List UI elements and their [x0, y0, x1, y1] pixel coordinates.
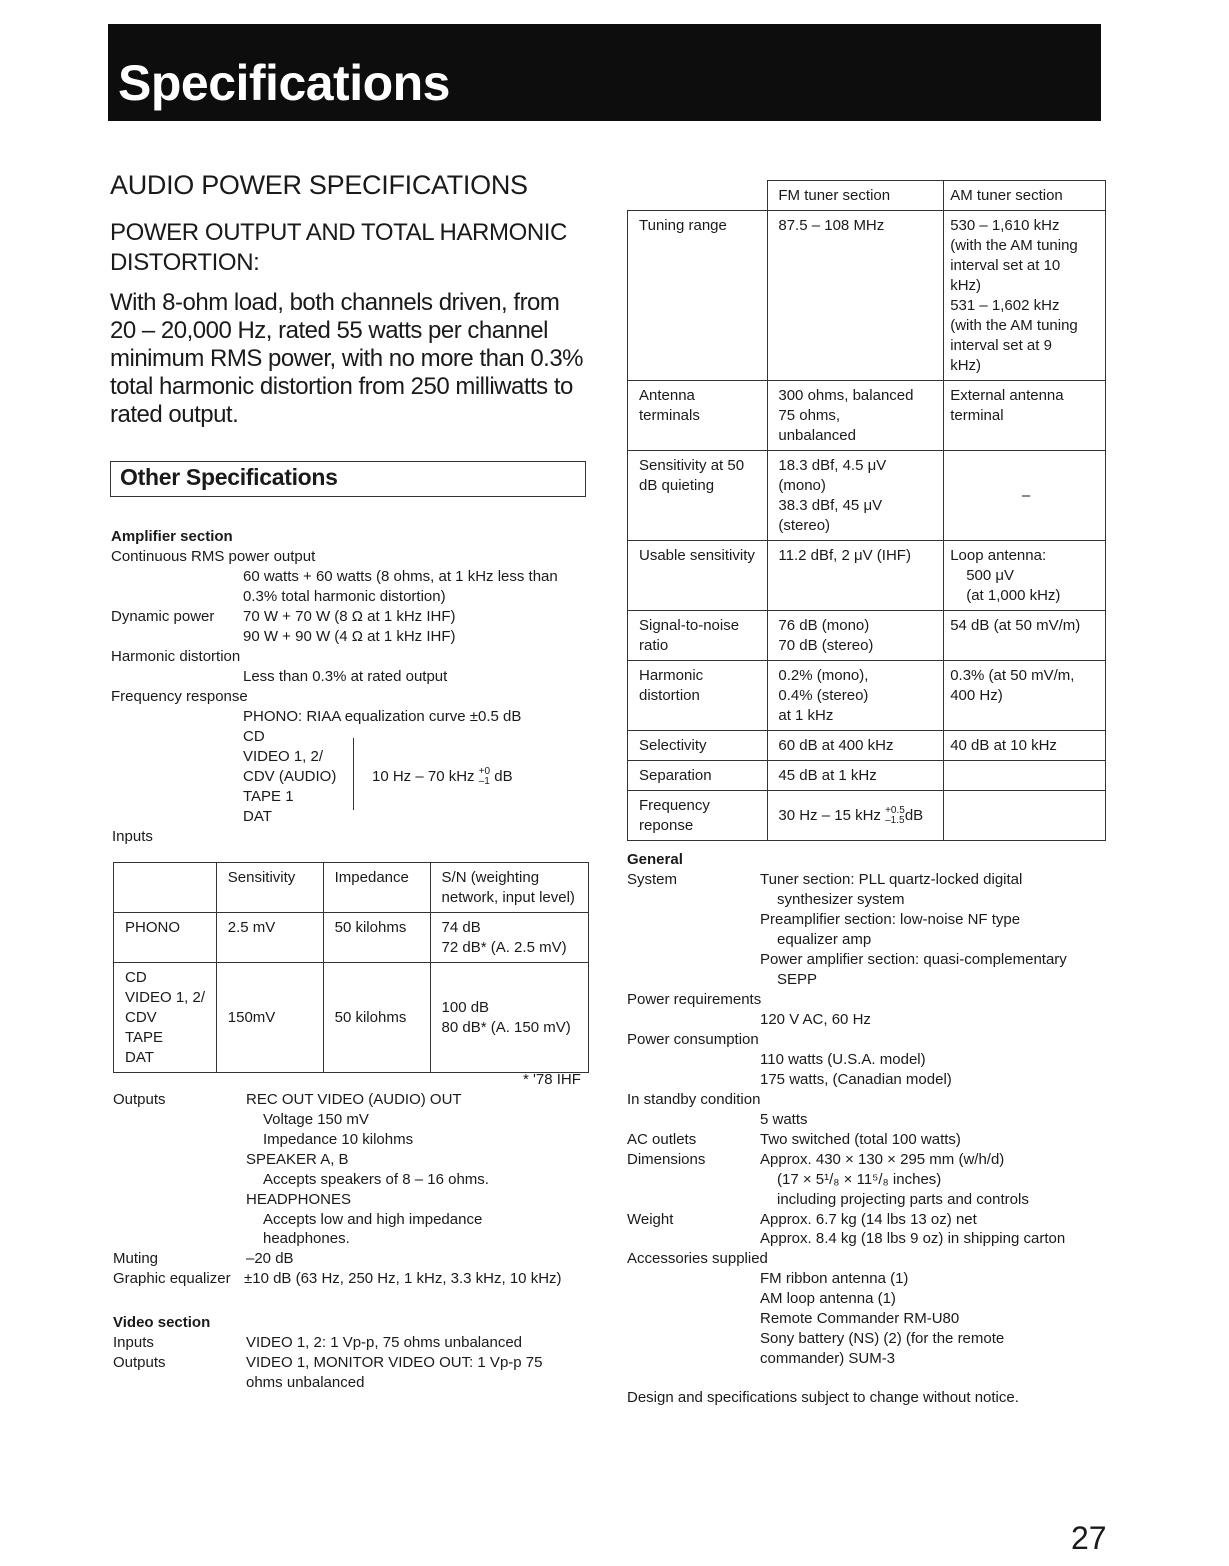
outputs-label: Outputs [113, 1091, 166, 1108]
table-row [628, 381, 1106, 451]
input-sensitivity: 2.5 mV [216, 913, 323, 963]
freq-line-value: 10 Hz – 70 kHz +0 –1 dB [372, 766, 513, 788]
power-req-value: 120 V AC, 60 Hz [760, 1011, 871, 1028]
power-req-label: Power requirements [627, 991, 762, 1008]
video-inputs-label: Inputs [113, 1334, 154, 1351]
accessory-item: Sony battery (NS) (2) (for the remote [760, 1330, 1005, 1347]
weight-value: Approx. 8.4 kg (18 lbs 9 oz) in shipping carton [760, 1230, 1066, 1247]
inputs-label: Inputs [112, 828, 153, 845]
dimensions-value: including projecting parts and controls [777, 1191, 1029, 1208]
am-value: 530 – 1,610 kHz (with the AM tuning interval set at 10 kHz) 531 – 1,602 kHz (with the AM tuning interval set at 9 kHz) [944, 211, 1106, 381]
table-header: S/N (weighting network, input level) [430, 863, 588, 913]
video-heading: Video section [113, 1314, 211, 1331]
table-footnote: * '78 IHF [523, 1071, 581, 1088]
cont-rms-label: Continuous RMS power output [111, 548, 316, 565]
cont-rms-value: 0.3% total harmonic distortion) [243, 588, 446, 605]
accessory-item: FM ribbon antenna (1) [760, 1270, 909, 1287]
dynamic-power-value: 70 W + 70 W (8 Ω at 1 kHz IHF) [243, 608, 456, 625]
fm-header: FM tuner section [768, 181, 944, 211]
outputs-line: SPEAKER A, B [246, 1151, 349, 1168]
freq-phono: PHONO: RIAA equalization curve ±0.5 dB [243, 708, 522, 725]
freq-source: VIDEO 1, 2/ [243, 748, 324, 765]
am-value: Loop antenna: 500 μV (at 1,000 kHz) [944, 541, 1106, 611]
input-sn: 100 dB 80 dB* (A. 150 mV) [430, 963, 588, 1073]
am-value: 0.3% (at 50 mV/m, 400 Hz) [944, 661, 1106, 731]
table-corner [628, 181, 768, 211]
system-value: Preamplifier section: low-noise NF type [760, 911, 1021, 928]
harmonic-distortion-label: Harmonic distortion [111, 648, 241, 665]
system-value: Power amplifier section: quasi-complementary [760, 951, 1067, 968]
am-value: 54 dB (at 50 mV/m) [944, 611, 1106, 661]
dynamic-power-value: 90 W + 90 W (4 Ω at 1 kHz IHF) [243, 628, 456, 645]
table-row [114, 913, 589, 963]
am-value [944, 791, 1106, 841]
harmonic-distortion-value: Less than 0.3% at rated output [243, 668, 448, 685]
tuner-label: Harmonic distortion [628, 661, 768, 731]
freq-source: DAT [243, 808, 272, 825]
power-output-subheading: POWER OUTPUT AND TOTAL HARMONIC DISTORTION: [110, 219, 567, 276]
outputs-line: REC OUT VIDEO (AUDIO) OUT [246, 1091, 462, 1108]
input-impedance: 50 kilohms [323, 963, 430, 1073]
outputs-line: Accepts speakers of 8 – 16 ohms. [263, 1171, 489, 1188]
power-cons-value: 110 watts (U.S.A. model) [760, 1051, 926, 1068]
frequency-response-label: Frequency response [111, 688, 248, 705]
source-bracket [352, 738, 354, 810]
table-header: Impedance [323, 863, 430, 913]
fm-value: 11.2 dBf, 2 μV (IHF) [768, 541, 944, 611]
tuner-table [627, 180, 1106, 841]
dimensions-value: Approx. 430 × 130 × 295 mm (w/h/d) [760, 1151, 1005, 1168]
am-value: External antenna terminal [944, 381, 1106, 451]
outputs-line: HEADPHONES [246, 1191, 352, 1208]
ac-outlets-value: Two switched (total 100 watts) [760, 1131, 961, 1148]
outputs-line: Impedance 10 kilohms [263, 1131, 414, 1148]
amplifier-heading: Amplifier section [111, 528, 233, 545]
weight-label: Weight [627, 1211, 674, 1228]
audio-power-heading: AUDIO POWER SPECIFICATIONS [110, 170, 528, 200]
change-notice: Design and specifications subject to change without notice. [627, 1389, 1019, 1406]
freq-source: CD [243, 728, 265, 745]
input-sn: 74 dB 72 dB* (A. 2.5 mV) [430, 913, 588, 963]
power-cons-value: 175 watts, (Canadian model) [760, 1071, 952, 1088]
fm-value: 76 dB (mono) 70 dB (stereo) [768, 611, 944, 661]
general-heading: General [627, 851, 683, 868]
accessory-item: Remote Commander RM-U80 [760, 1310, 960, 1327]
table-row [628, 211, 1106, 381]
input-impedance: 50 kilohms [323, 913, 430, 963]
fm-value: 18.3 dBf, 4.5 μV (mono) 38.3 dBf, 45 μV (stereo) [768, 451, 944, 541]
outputs-line: Voltage 150 mV [263, 1111, 369, 1128]
system-label: System [627, 871, 678, 888]
video-outputs-value: ohms unbalanced [246, 1374, 365, 1391]
cont-rms-value: 60 watts + 60 watts (8 ohms, at 1 kHz less than [243, 568, 558, 585]
system-value: Tuner section: PLL quartz-locked digital [760, 871, 1023, 888]
audio-power-statement: With 8-ohm load, both channels driven, from 20 – 20,000 Hz, rated 55 watts per channel minimum RMS power, with no more than 0.3% total harmonic distortion from 250 milliwatts to rated output. [110, 289, 584, 428]
dynamic-power-label: Dynamic power [111, 608, 215, 625]
table-row [628, 791, 1106, 841]
system-value: synthesizer system [777, 891, 905, 908]
table-row [628, 611, 1106, 661]
am-value: 40 dB at 10 kHz [944, 731, 1106, 761]
tuner-label: Separation [628, 761, 768, 791]
outputs-line: headphones. [263, 1230, 350, 1247]
table-row [114, 963, 589, 1073]
standby-value: 5 watts [760, 1111, 808, 1128]
video-outputs-label: Outputs [113, 1354, 166, 1371]
outputs-line: Accepts low and high impedance [263, 1211, 483, 1228]
dimensions-label: Dimensions [627, 1151, 706, 1168]
video-outputs-value: VIDEO 1, MONITOR VIDEO OUT: 1 Vp-p 75 [246, 1354, 543, 1371]
other-specs-heading: Other Specifications [120, 464, 338, 490]
tuner-label: Antenna terminals [628, 381, 768, 451]
tuner-label: Frequency reponse [628, 791, 768, 841]
fm-value: 30 Hz – 15 kHz +0.5 –1.5dB [768, 791, 944, 841]
input-name: PHONO [114, 913, 217, 963]
accessories-label: Accessories supplied [627, 1250, 768, 1267]
table-row [114, 863, 589, 913]
muting-value: –20 dB [246, 1250, 294, 1267]
accessory-item: AM loop antenna (1) [760, 1290, 896, 1307]
am-header: AM tuner section [944, 181, 1106, 211]
inputs-table [113, 862, 589, 1073]
table-row [628, 181, 1106, 211]
tuner-label: Tuning range [628, 211, 768, 381]
dimensions-value: (17 × 5¹/₈ × 11⁵/₈ inches) [777, 1171, 942, 1188]
muting-label: Muting [113, 1250, 159, 1267]
table-header: Sensitivity [216, 863, 323, 913]
ac-outlets-label: AC outlets [627, 1131, 697, 1148]
freq-source: TAPE 1 [243, 788, 294, 805]
weight-value: Approx. 6.7 kg (14 lbs 13 oz) net [760, 1211, 977, 1228]
tuner-label: Signal-to-noise ratio [628, 611, 768, 661]
am-value: – [944, 451, 1106, 541]
am-value [944, 761, 1106, 791]
input-sensitivity: 150mV [216, 963, 323, 1073]
graphic-eq-label: Graphic equalizer [113, 1270, 231, 1287]
power-cons-label: Power consumption [627, 1031, 759, 1048]
fm-value: 87.5 – 108 MHz [768, 211, 944, 381]
table-row [628, 661, 1106, 731]
tuner-label: Sensitivity at 50 dB quieting [628, 451, 768, 541]
fm-value: 45 dB at 1 kHz [768, 761, 944, 791]
accessory-item: commander) SUM-3 [760, 1350, 896, 1367]
tuner-label: Usable sensitivity [628, 541, 768, 611]
fm-value: 60 dB at 400 kHz [768, 731, 944, 761]
graphic-eq-value: ±10 dB (63 Hz, 250 Hz, 1 kHz, 3.3 kHz, 10 kHz) [244, 1270, 562, 1287]
fm-value: 0.2% (mono), 0.4% (stereo) at 1 kHz [768, 661, 944, 731]
fm-value: 300 ohms, balanced 75 ohms, unbalanced [768, 381, 944, 451]
tuner-label: Selectivity [628, 731, 768, 761]
table-row [628, 761, 1106, 791]
table-cell [114, 863, 217, 913]
freq-source: CDV (AUDIO) [243, 768, 337, 785]
table-row [628, 731, 1106, 761]
standby-label: In standby condition [627, 1091, 761, 1108]
video-inputs-value: VIDEO 1, 2: 1 Vp-p, 75 ohms unbalanced [246, 1334, 522, 1351]
system-value: SEPP [777, 971, 818, 988]
table-row [628, 451, 1106, 541]
input-names: CD VIDEO 1, 2/ CDV TAPE DAT [114, 963, 217, 1073]
page-number: 27 [1071, 1520, 1107, 1556]
page-title: Specifications [118, 55, 450, 111]
system-value: equalizer amp [777, 931, 872, 948]
table-row [628, 541, 1106, 611]
